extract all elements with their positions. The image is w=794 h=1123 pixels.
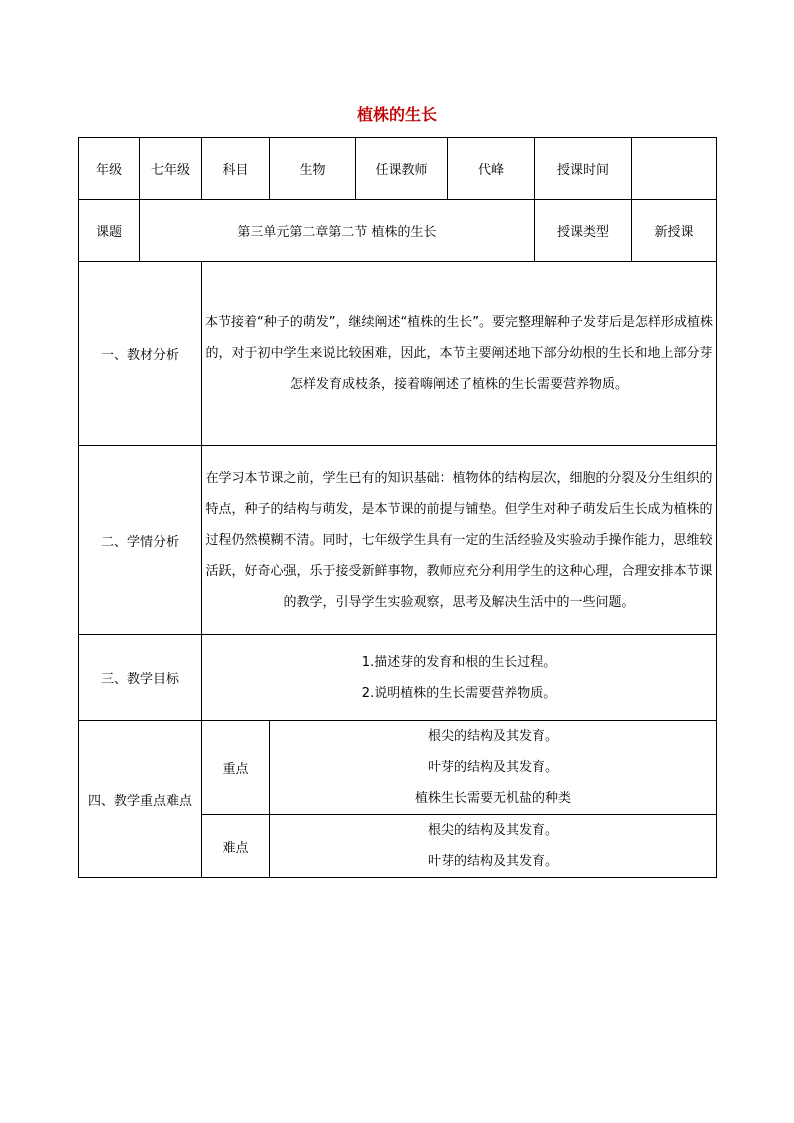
- objectives-label: 三、教学目标: [79, 635, 202, 721]
- material-text: [202, 262, 717, 446]
- material-paragraph: 本节接着“种子的萌发”，继续阐述“植株的生长”。要完整理解种子发芽后是怎样形成植株的，对于初中学生来说比较困难，因此，本节主要阐述地下部分幼根的生长和地上部分芽怎样发育成枝条，接着嗨阐述了植株的生长需要营养物质。: [205, 315, 713, 392]
- type-value: 新授课: [632, 200, 717, 262]
- lesson-plan-table: [78, 137, 717, 878]
- focus-label: 重点: [202, 721, 270, 815]
- focus-item: 叶芽的结构及其发育。: [427, 760, 558, 775]
- teacher-label: 任课教师: [356, 138, 448, 200]
- objectives-list: [202, 635, 717, 721]
- focus-item: 植株生长需要无机盐的种类: [414, 791, 571, 806]
- objectives-row: [79, 635, 717, 721]
- grade-value: 七年级: [140, 138, 202, 200]
- teacher-value: 代峰: [448, 138, 535, 200]
- header-row: [79, 138, 717, 200]
- time-label: 授课时间: [535, 138, 632, 200]
- difficulty-list: [270, 815, 717, 878]
- topic-row: [79, 200, 717, 262]
- subject-value: 生物: [270, 138, 356, 200]
- topic-label: 课题: [79, 200, 140, 262]
- key-points-label: 四、教学重点难点: [79, 721, 202, 878]
- material-row: [79, 262, 717, 446]
- difficulty-label: 难点: [202, 815, 270, 878]
- difficulty-item: 根尖的结构及其发育。: [427, 823, 558, 838]
- topic-value: 第三单元第二章第二节 植株的生长: [140, 200, 535, 262]
- objective-item: 2.说明植株的生长需要营养物质。: [361, 685, 557, 701]
- time-value: [632, 138, 717, 200]
- students-paragraph: 在学习本节课之前，学生已有的知识基础：植物体的结构层次，细胞的分裂及分生组织的特点，种子的结构与萌发，是本节课的前提与铺垫。但学生对种子萌发后生长成为植株的过程仍然模糊不清。同时，七年级学生具有一定的生活经验及实验动手操作能力，思维较活跃，好奇心强，乐于接受新鲜事物，教师应充分利用学生的这种心理，合理安排本节课的教学，引导学生实验观察，思考及解决生活中的一些问题。: [205, 470, 713, 610]
- students-label: 二、学情分析: [79, 446, 202, 635]
- focus-item: 根尖的结构及其发育。: [427, 729, 558, 744]
- type-label: 授课类型: [535, 200, 632, 262]
- material-label: 一、教材分析: [79, 262, 202, 446]
- grade-label: 年级: [79, 138, 140, 200]
- students-text: [202, 446, 717, 635]
- focus-row: [79, 721, 717, 815]
- objective-item: 1.描述芽的发育和根的生长过程。: [361, 654, 557, 670]
- students-row: [79, 446, 717, 635]
- focus-list: [270, 721, 717, 815]
- difficulty-item: 叶芽的结构及其发育。: [427, 854, 558, 869]
- page-title: 植株的生长: [356, 105, 437, 124]
- subject-label: 科目: [202, 138, 270, 200]
